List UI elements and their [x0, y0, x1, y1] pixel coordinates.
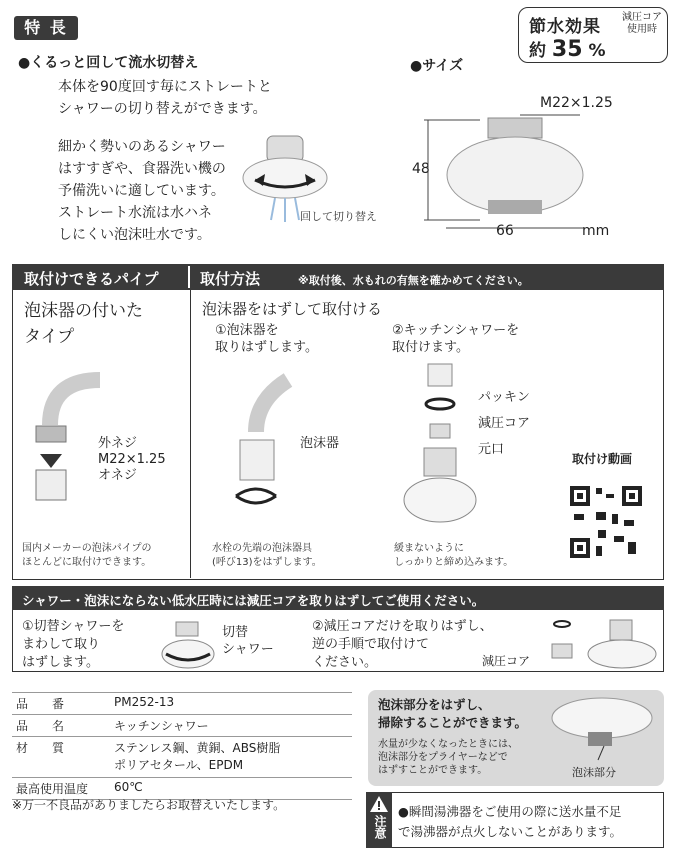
size-diagram [420, 110, 595, 240]
video-label: 取付け動画 [572, 452, 633, 466]
pipe-header: 取付けできるパイプ [24, 270, 159, 288]
clean-label: 泡沫部分 [572, 766, 616, 779]
lp-step2: ②減圧コアだけを取りはずし、 逆の手順で取付けて ください。 [312, 619, 493, 670]
size-unit: mm [582, 223, 610, 239]
step1-note: 水栓の先端の泡沫器具 (呼び13)をはずします。 [212, 543, 322, 568]
size-thread: M22×1.25 [540, 95, 613, 111]
step1-label: 泡沫器 [300, 436, 340, 451]
size-width: 66 [496, 223, 514, 239]
install-divider [190, 290, 191, 578]
method-note: ※取付後、水もれの有無を確かめてください。 [298, 274, 529, 287]
lp-step2-label: 減圧コア [482, 654, 531, 668]
part-core: 減圧コア [478, 416, 531, 431]
save-line1: 節水効果 [529, 17, 601, 37]
caution-label: 注意 [373, 815, 387, 839]
qr-code-icon[interactable] [568, 484, 644, 560]
step2-note: 緩まないように しっかりと締め込みます。 [394, 543, 514, 568]
lp-step1-label: 切替 シャワー [222, 625, 274, 657]
outer-thread-label: 外ネジ M22×1.25 オネジ [98, 436, 166, 483]
clean-sub: 水量が少なくなったときには、 泡沫部分をプライヤーなどで はずすことができます。 [378, 739, 518, 776]
caution-text: ●瞬間湯沸器をご使用の際に送水量不足 で湯沸器が点火しないことがあります。 [398, 804, 623, 839]
save-note: 減圧コア使用時 [622, 12, 662, 35]
part-packing: パッキン [478, 390, 530, 405]
lowpressure-bar: シャワー・泡沫にならない低水圧時には減圧コアを取りはずしてご使用ください。 [22, 593, 485, 608]
switch-text: 本体を90度回す毎にストレートと シャワーの切り替えができます。 [58, 79, 272, 117]
shower-text: 細かく勢いのあるシャワー はすすぎや、食器洗い機の 予備洗いに適しています。 ストレート水流は水ハネ しにくい泡沫吐水です。 [58, 139, 226, 243]
pipe-footnote: 国内メーカーの泡沫パイプの ほとんどに取付けできます。 [22, 543, 152, 568]
features-badge: 特 長 [14, 16, 78, 40]
method-header: 取付方法 [200, 270, 261, 288]
step2-illustration [400, 360, 480, 530]
method-title: 泡沫器をはずして取付ける [202, 300, 383, 318]
step2-text: ②キッチンシャワーを 取付けます。 [392, 323, 520, 355]
header-divider [188, 266, 190, 288]
save-line2: 約 35 % [529, 37, 606, 62]
step1-text: ①泡沫器を 取りはずします。 [215, 323, 318, 355]
step1-illustration [228, 370, 308, 520]
lp-step1: ①切替シャワーを まわして取り はずします。 [22, 619, 125, 670]
size-heading: ●サイズ [410, 58, 464, 74]
part-base: 元口 [478, 442, 505, 457]
clean-illustration [544, 694, 662, 766]
water-saving-box [518, 7, 668, 63]
spec-footnote: ※万一不良品がありましたらお取替えいたします。 [12, 798, 286, 812]
spec-row: 品 番 PM252-13 [12, 693, 352, 715]
save-percent: 35 [551, 37, 583, 62]
rotate-label: 回して切り替え [300, 210, 377, 223]
spec-row: 材 質 ステンレス鋼、黄銅、ABS樹脂 ポリアセタール、EPDM [12, 737, 352, 778]
spec-row: 最高使用温度 60℃ [12, 778, 352, 800]
lp-step2-illustration [546, 614, 662, 672]
clean-text: 泡沫部分をはずし、 掃除することができます。 [378, 697, 528, 730]
spec-table [12, 692, 352, 800]
spec-row: 品 名 キッチンシャワー [12, 715, 352, 737]
pipe-type: 泡沫器の付いた タイプ [24, 301, 143, 347]
lp-step1-illustration [158, 618, 218, 672]
size-height: 48 [412, 161, 430, 177]
switch-heading: ●くるっと回して流水切替え [18, 55, 199, 71]
warning-icon [369, 795, 389, 813]
